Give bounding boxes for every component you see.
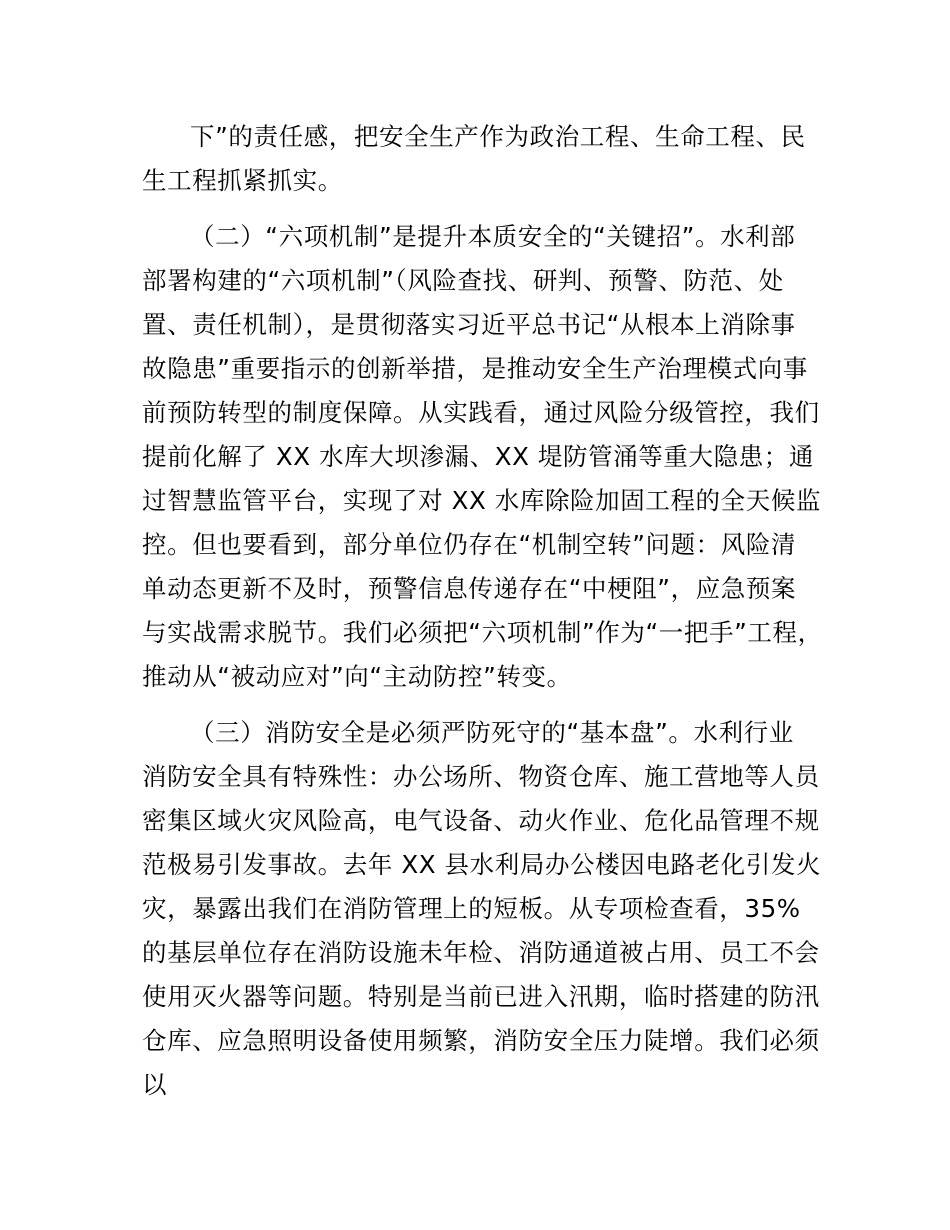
text-line: 前预防转型的制度保障。从实践看，通过风险分级管控，我们 <box>142 398 820 427</box>
text-line: 置、责任机制），是贯彻落实习近平总书记“从根本上消除事 <box>142 310 796 339</box>
text-line: 故隐患”重要指示的创新举措，是推动安全生产治理模式向事 <box>142 354 808 383</box>
paragraph-heading-line: （二）“六项机制”是提升本质安全的“关键招”。水利部 <box>190 222 796 251</box>
paragraph-heading-line: （三）消防安全是必须严防死守的“基本盘”。水利行业 <box>190 718 794 747</box>
text-line: 推动从“被动应对”向“主动防控”转变。 <box>142 662 572 691</box>
text-line: 过智慧监管平台，实现了对 XX 水库除险加固工程的全天候监 <box>142 486 822 515</box>
text-line: 仓库、应急照明设备使用频繁，消防安全压力陡增。我们必须 <box>142 1026 820 1055</box>
text-line: 消防安全具有特殊性：办公场所、物资仓库、施工营地等人员 <box>142 762 820 791</box>
text-line: 部署构建的“六项机制”（风险查找、研判、预警、防范、处 <box>142 266 784 295</box>
text-line: 控。但也要看到，部分单位仍存在“机制空转”问题：风险清 <box>142 530 797 559</box>
text-line: 生工程抓紧抓实。 <box>142 166 343 195</box>
text-line: 以 <box>142 1070 168 1099</box>
text-line: 范极易引发事故。去年 XX 县水利局办公楼因电路老化引发火 <box>142 850 822 879</box>
text-line: 的基层单位存在消防设施未年检、消防通道被占用、员工不会 <box>142 938 820 967</box>
text-line: 提前化解了 XX 水库大坝渗漏、XX 堤防管涌等重大隐患；通 <box>142 442 814 471</box>
text-line: 下”的责任感，把安全生产作为政治工程、生命工程、民 <box>190 122 806 151</box>
text-line: 与实战需求脱节。我们必须把“六项机制”作为“一把手”工程， <box>142 618 823 647</box>
text-line: 灾，暴露出我们在消防管理上的短板。从专项检查看，35% <box>142 894 801 923</box>
text-line: 密集区域火灾风险高，电气设备、动火作业、危化品管理不规 <box>142 806 820 835</box>
text-line: 单动态更新不及时，预警信息传递存在“中梗阻”，应急预案 <box>142 574 797 603</box>
text-line: 使用灭火器等问题。特别是当前已进入汛期，临时搭建的防汛 <box>142 982 820 1011</box>
